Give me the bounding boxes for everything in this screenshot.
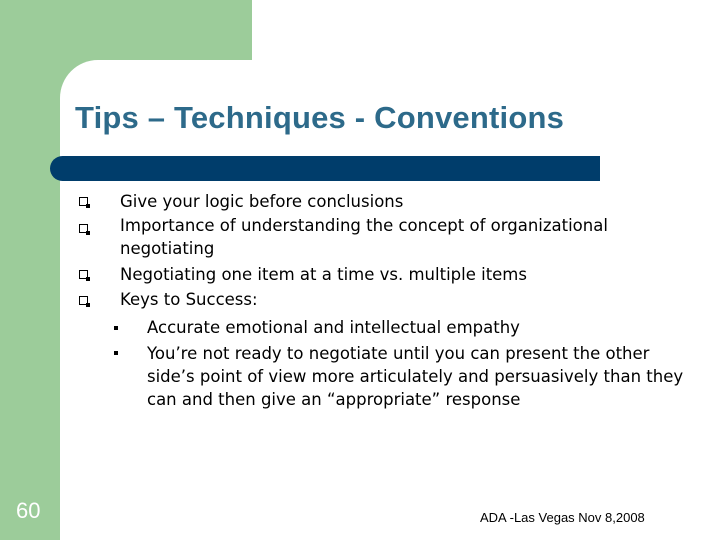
checkbox-bullet-icon bbox=[79, 224, 88, 233]
square-subbullet-icon bbox=[114, 326, 118, 330]
checkbox-bullet-icon bbox=[79, 296, 88, 305]
checkbox-bullet-icon bbox=[79, 270, 88, 279]
slide-title: Tips – Techniques - Conventions bbox=[75, 100, 565, 135]
bullet-item: Importance of understanding the concept of organizational negotiating bbox=[120, 216, 608, 258]
square-subbullet-icon bbox=[114, 351, 118, 355]
footer-text: ADA -Las Vegas Nov 8,2008 bbox=[480, 510, 645, 525]
bullet-item: Negotiating one item at a time vs. multiple items bbox=[120, 265, 527, 284]
checkbox-bullet-icon bbox=[79, 197, 88, 206]
bullet-item: Give your logic before conclusions bbox=[120, 192, 404, 211]
sub-bullet-item: You’re not ready to negotiate until you can present the other side’s point of view more articulately and persuasively than they can and then give an “appropriate” response bbox=[147, 344, 684, 409]
bullet-item: Keys to Success: bbox=[120, 290, 258, 309]
sub-bullet-item: Accurate emotional and intellectual empathy bbox=[147, 318, 520, 337]
slide-number: 60 bbox=[16, 498, 41, 523]
